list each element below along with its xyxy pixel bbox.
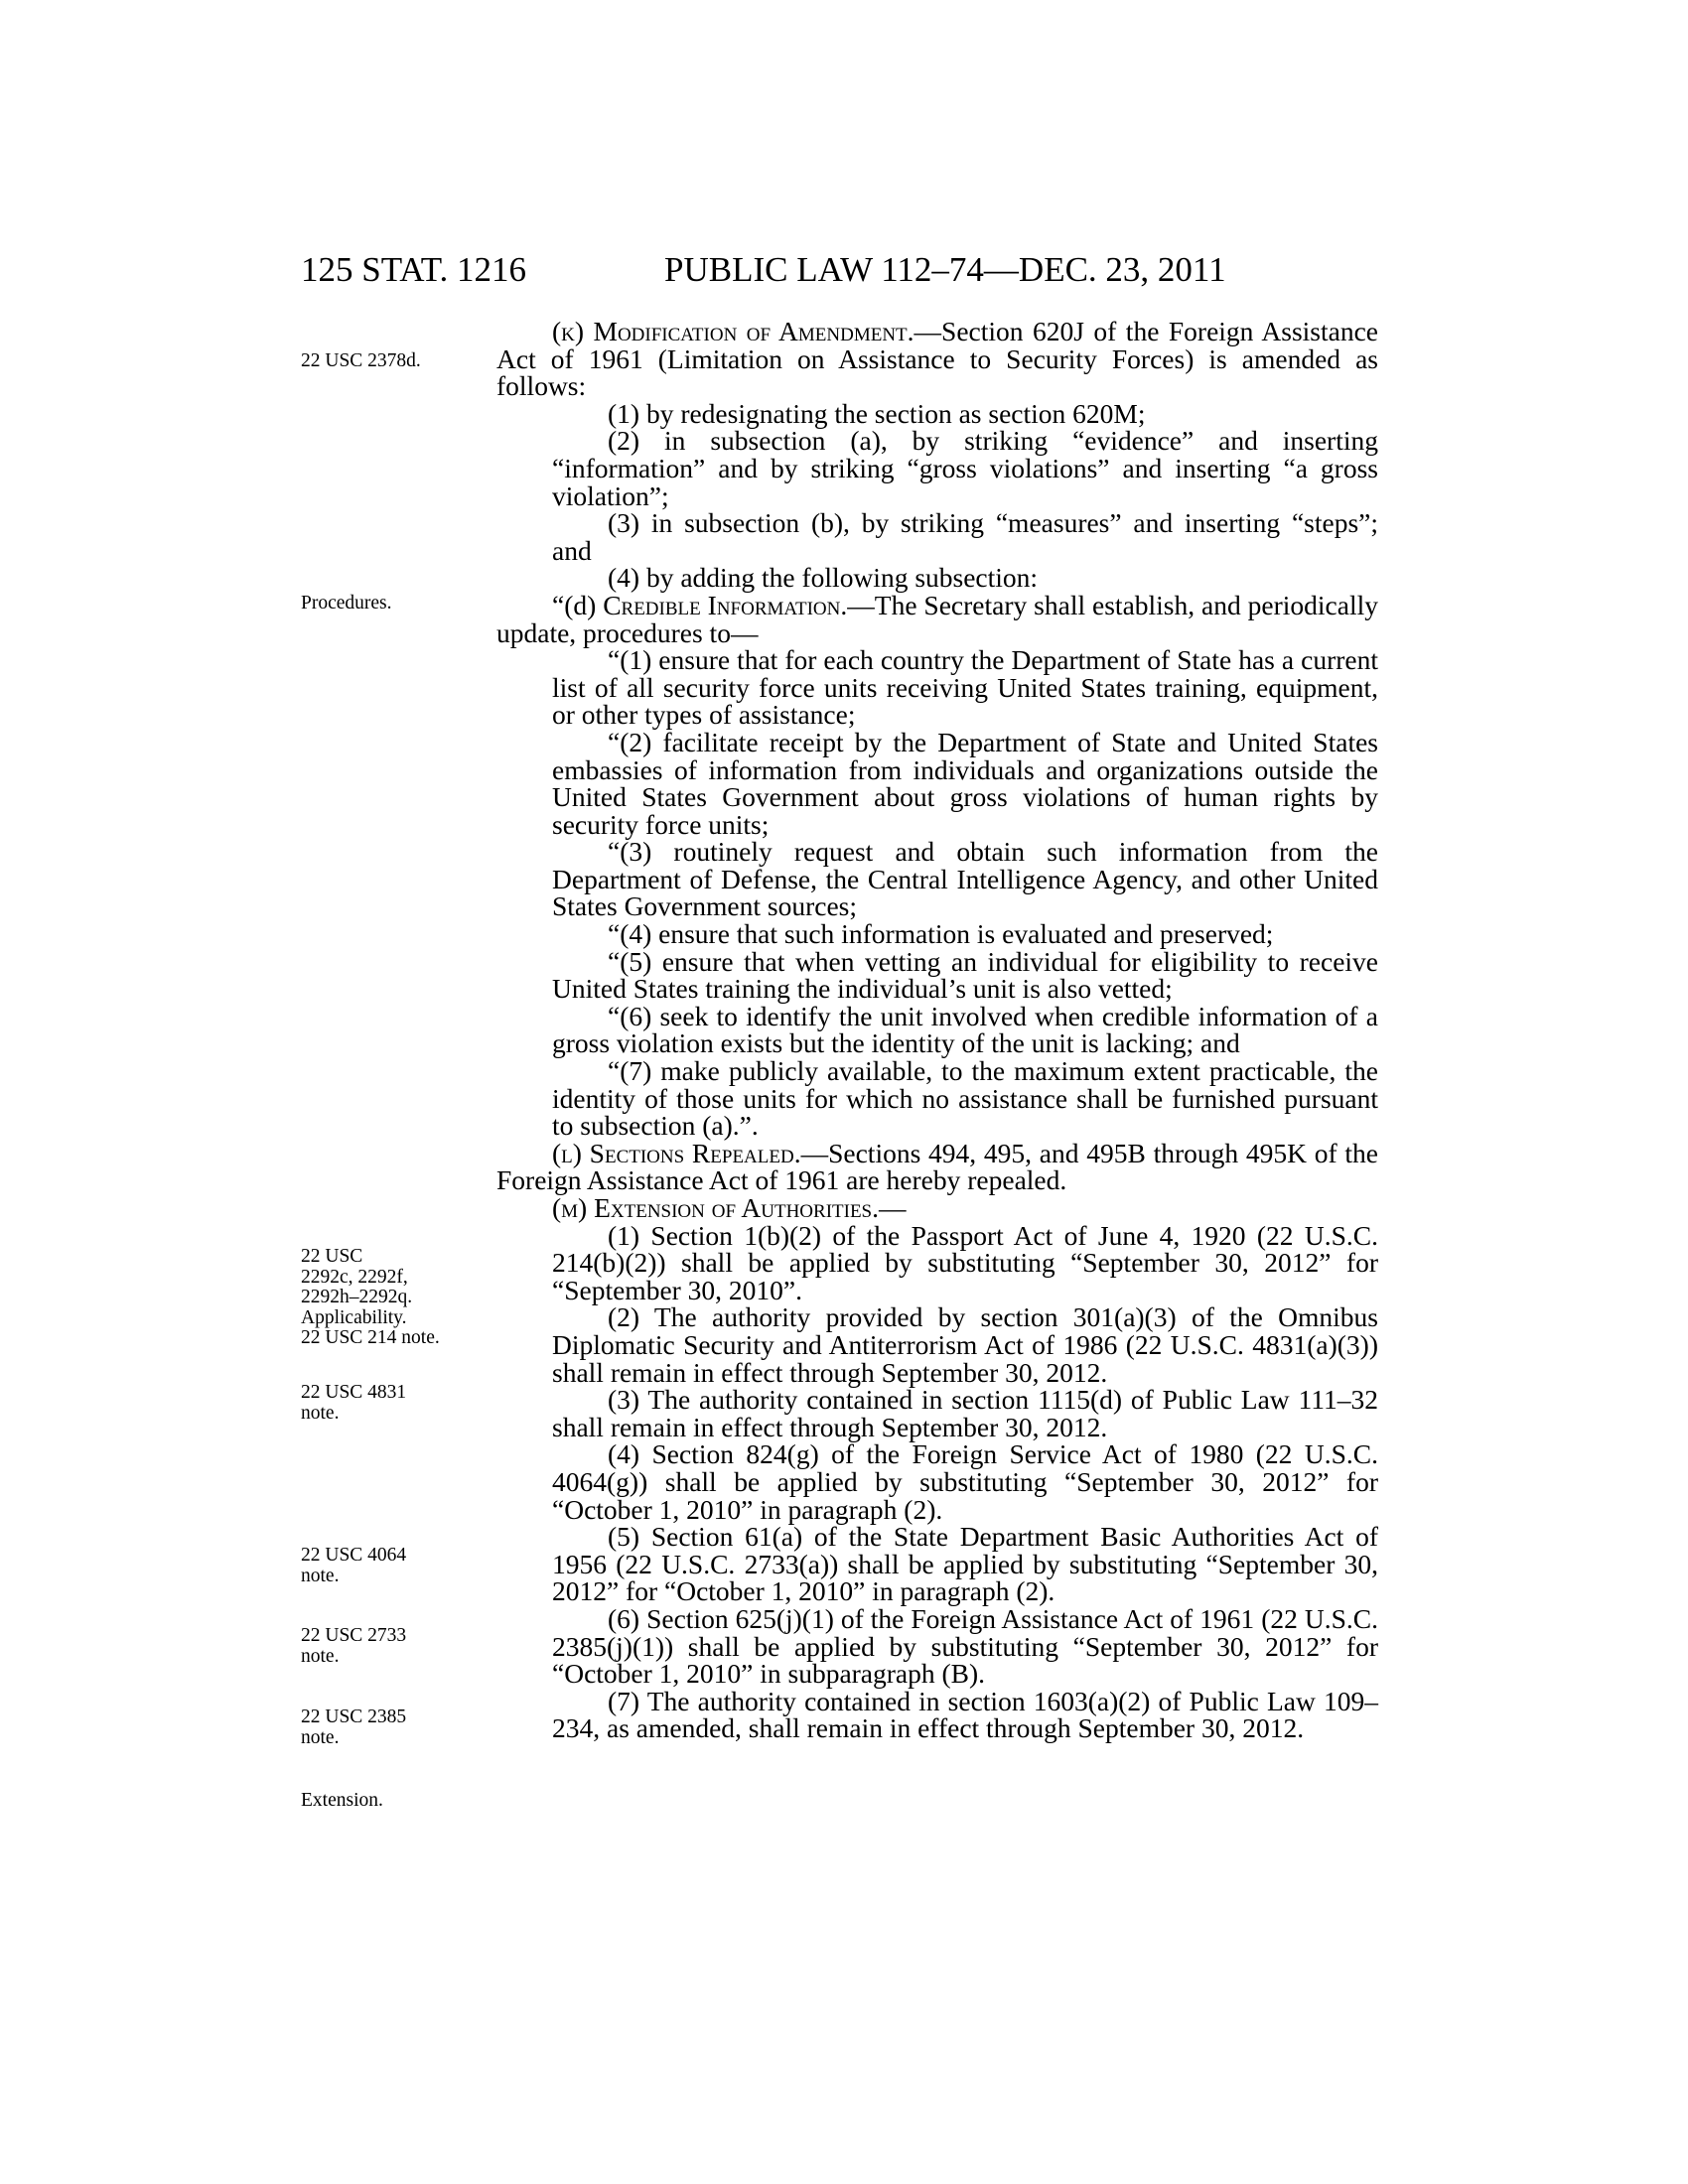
paragraph: (1) by redesignating the section as section 620M; — [608, 397, 1146, 429]
paragraph: (6) Section 625(j)(1) of the Foreign Assistance Act of 1961 (22 U.S.C. 2385(j)(1)) shall be applied by substituting “September 30, 2012” for “October 1, 2010” in subparagraph (B). — [552, 1602, 1378, 1690]
subsection-text: —Sections 494, 495, and 495B through 495K of the Foreign Assistance Act of 1961 are hereby repealed. — [496, 1137, 1378, 1196]
margin-note-line: 22 USC 4064 — [301, 1545, 407, 1566]
paragraph: (7) The authority contained in section 1603(a)(2) of Public Law 109–234, as amended, shall remain in effect through September 30, 2012. — [552, 1685, 1378, 1744]
margin-note-line: 22 USC 214 note. — [301, 1327, 440, 1348]
subsection-k — [496, 318, 1378, 400]
margin-note — [301, 1626, 406, 1667]
paragraph: (2) The authority provided by section 301(a)(3) of the Omnibus Diplomatic Security and Antiterrorism Act of 1986 (22 U.S.C. 4831(a)(3)) shall remain in effect through September 30, 2012. — [552, 1301, 1378, 1388]
margin-note-line: Extension. — [301, 1790, 383, 1811]
margin-note — [301, 1383, 406, 1424]
margin-note — [301, 594, 392, 614]
paragraph: “(2) facilitate receipt by the Department of State and United States embassies of information from individuals and organizations outside the United States Government about gross violations of human rights by security force units; — [552, 726, 1378, 840]
quote-prefix: “(d) — [552, 589, 604, 620]
margin-note-line: note. — [301, 1645, 340, 1667]
paragraph: “(7) make publicly available, to the maximum extent practicable, the identity of those units for which no assistance shall be furnished pursuant to subsection (a).”. — [552, 1055, 1378, 1142]
subsection-m — [496, 1194, 1378, 1222]
margin-note-line: note. — [301, 1565, 340, 1586]
paragraph: (3) The authority contained in section 1115(d) of Public Law 111–32 shall remain in effect through September 30, 2012. — [552, 1384, 1378, 1442]
subsection-heading: (l) Sections Repealed. — [552, 1137, 801, 1168]
subsection-heading: (m) Extension of Authorities. — [552, 1192, 880, 1223]
subsection-d — [496, 589, 1379, 648]
margin-note-line: note. — [301, 1402, 340, 1424]
paragraph: “(4) ensure that such information is evaluated and preserved; — [608, 918, 1274, 950]
margin-note-line: 22 USC 2385 — [301, 1706, 407, 1727]
margin-note-line: Procedures. — [301, 593, 392, 614]
paragraph: (5) Section 61(a) of the State Department Basic Authorities Act of 1956 (22 U.S.C. 2733(a)) shall be applied by substituting “September 30, 2012” for “October 1, 2010” in paragraph (2). — [552, 1521, 1378, 1607]
paragraph: (4) Section 824(g) of the Foreign Service Act of 1980 (22 U.S.C. 4064(g)) shall be applied by substituting “September 30, 2012” for “October 1, 2010” in paragraph (2). — [552, 1438, 1378, 1525]
margin-note-line: 2292c, 2292f, — [301, 1266, 408, 1288]
margin-note-line: 22 USC 2378d. — [301, 350, 421, 371]
margin-note-line: Applicability. — [301, 1306, 407, 1328]
law-text-body — [496, 318, 1378, 1742]
margin-note — [301, 1546, 406, 1586]
margin-note — [301, 1791, 383, 1812]
margin-note-line: 2292h–2292q. — [301, 1287, 413, 1307]
margin-note-line: 22 USC 2733 — [301, 1625, 407, 1646]
margin-note — [301, 351, 421, 372]
paragraph: (1) Section 1(b)(2) of the Passport Act of June 4, 1920 (22 U.S.C. 214(b)(2)) shall be applied by substituting “September 30, 2012” for “September 30, 2010”. — [552, 1219, 1378, 1305]
subsection-text: — — [879, 1192, 907, 1223]
page-title: PUBLIC LAW 112–74—DEC. 23, 2011 — [664, 250, 1226, 289]
margin-note-line: note. — [301, 1726, 340, 1748]
paragraph: “(1) ensure that for each country the Department of State has a current list of all security force units receiving United States training, equipment, or other types of assistance; — [552, 644, 1378, 731]
margin-note-line: 22 USC 4831 — [301, 1382, 407, 1403]
paragraph: “(3) routinely request and obtain such information from the Department of Defense, the Central Intelligence Agency, and other United States Government sources; — [552, 836, 1378, 922]
subsection-text: —The Secretary shall establish, and periodically update, procedures to— — [496, 589, 1379, 648]
margin-note-line: 22 USC — [301, 1246, 363, 1267]
subsection-heading: (k) Modification of Amendment. — [552, 316, 914, 346]
margin-note — [301, 1247, 440, 1349]
paragraph: (4) by adding the following subsection: — [608, 562, 1039, 594]
margin-note — [301, 1707, 406, 1748]
subsection-heading: Credible Information. — [603, 589, 848, 620]
paragraph: (2) in subsection (a), by striking “evidence” and inserting “information” and by striking “gross violations” and inserting “a gross violation”; — [552, 425, 1378, 511]
subsection-text: —Section 620J of the Foreign Assistance Act of 1961 (Limitation on Assistance to Security Forces) is amended as follows: — [496, 316, 1379, 402]
page-stat-citation: 125 STAT. 1216 — [301, 250, 526, 289]
paragraph: “(5) ensure that when vetting an individual for eligibility to receive United States training the individual’s unit is also vetted; — [552, 945, 1378, 1005]
subsection-l — [496, 1137, 1378, 1196]
paragraph: “(6) seek to identify the unit involved when credible information of a gross violation exists but the identity of the unit is lacking; and — [552, 1000, 1378, 1059]
paragraph: (3) in subsection (b), by striking “measures” and inserting “steps”; and — [552, 507, 1378, 566]
